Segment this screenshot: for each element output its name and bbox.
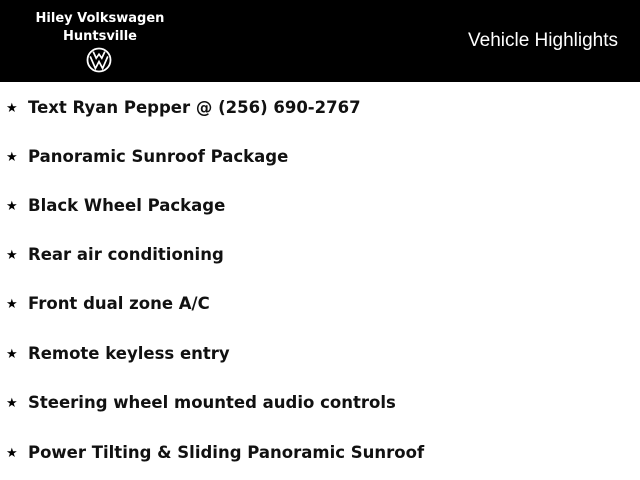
- list-item: [0, 291, 640, 321]
- star-icon: ★: [6, 396, 18, 411]
- highlight-label: Black Wheel Package: [28, 196, 226, 215]
- highlight-label: Front dual zone A/C: [28, 294, 210, 313]
- list-item: [0, 242, 640, 272]
- highlight-label: Power Tilting & Sliding Panoramic Sunroof: [28, 443, 425, 462]
- star-icon: ★: [6, 297, 18, 312]
- dealer-name: [30, 10, 170, 46]
- highlight-label: Remote keyless entry: [28, 344, 230, 363]
- highlight-label: Steering wheel mounted audio controls: [28, 393, 396, 412]
- list-item: [0, 144, 640, 174]
- star-icon: ★: [6, 248, 18, 263]
- star-icon: ★: [6, 199, 18, 214]
- star-icon: ★: [6, 446, 18, 461]
- star-icon: ★: [6, 101, 18, 116]
- dealer-name-line1: Hiley Volkswagen: [35, 11, 165, 26]
- star-icon: ★: [6, 150, 18, 165]
- page-title: Vehicle Highlights: [468, 30, 618, 51]
- dealer-name-line2: Huntsville: [62, 29, 137, 44]
- highlight-label: Rear air conditioning: [28, 245, 224, 264]
- star-icon: ★: [6, 347, 18, 362]
- highlight-label: Panoramic Sunroof Package: [28, 147, 289, 166]
- volkswagen-logo-icon: [86, 47, 112, 73]
- list-item: [0, 95, 640, 125]
- list-item: [0, 440, 640, 470]
- list-item: [0, 341, 640, 371]
- header-bar: [0, 0, 640, 82]
- list-item: [0, 390, 640, 420]
- list-item: [0, 193, 640, 223]
- highlight-label: Text Ryan Pepper @ (256) 690-2767: [28, 98, 361, 117]
